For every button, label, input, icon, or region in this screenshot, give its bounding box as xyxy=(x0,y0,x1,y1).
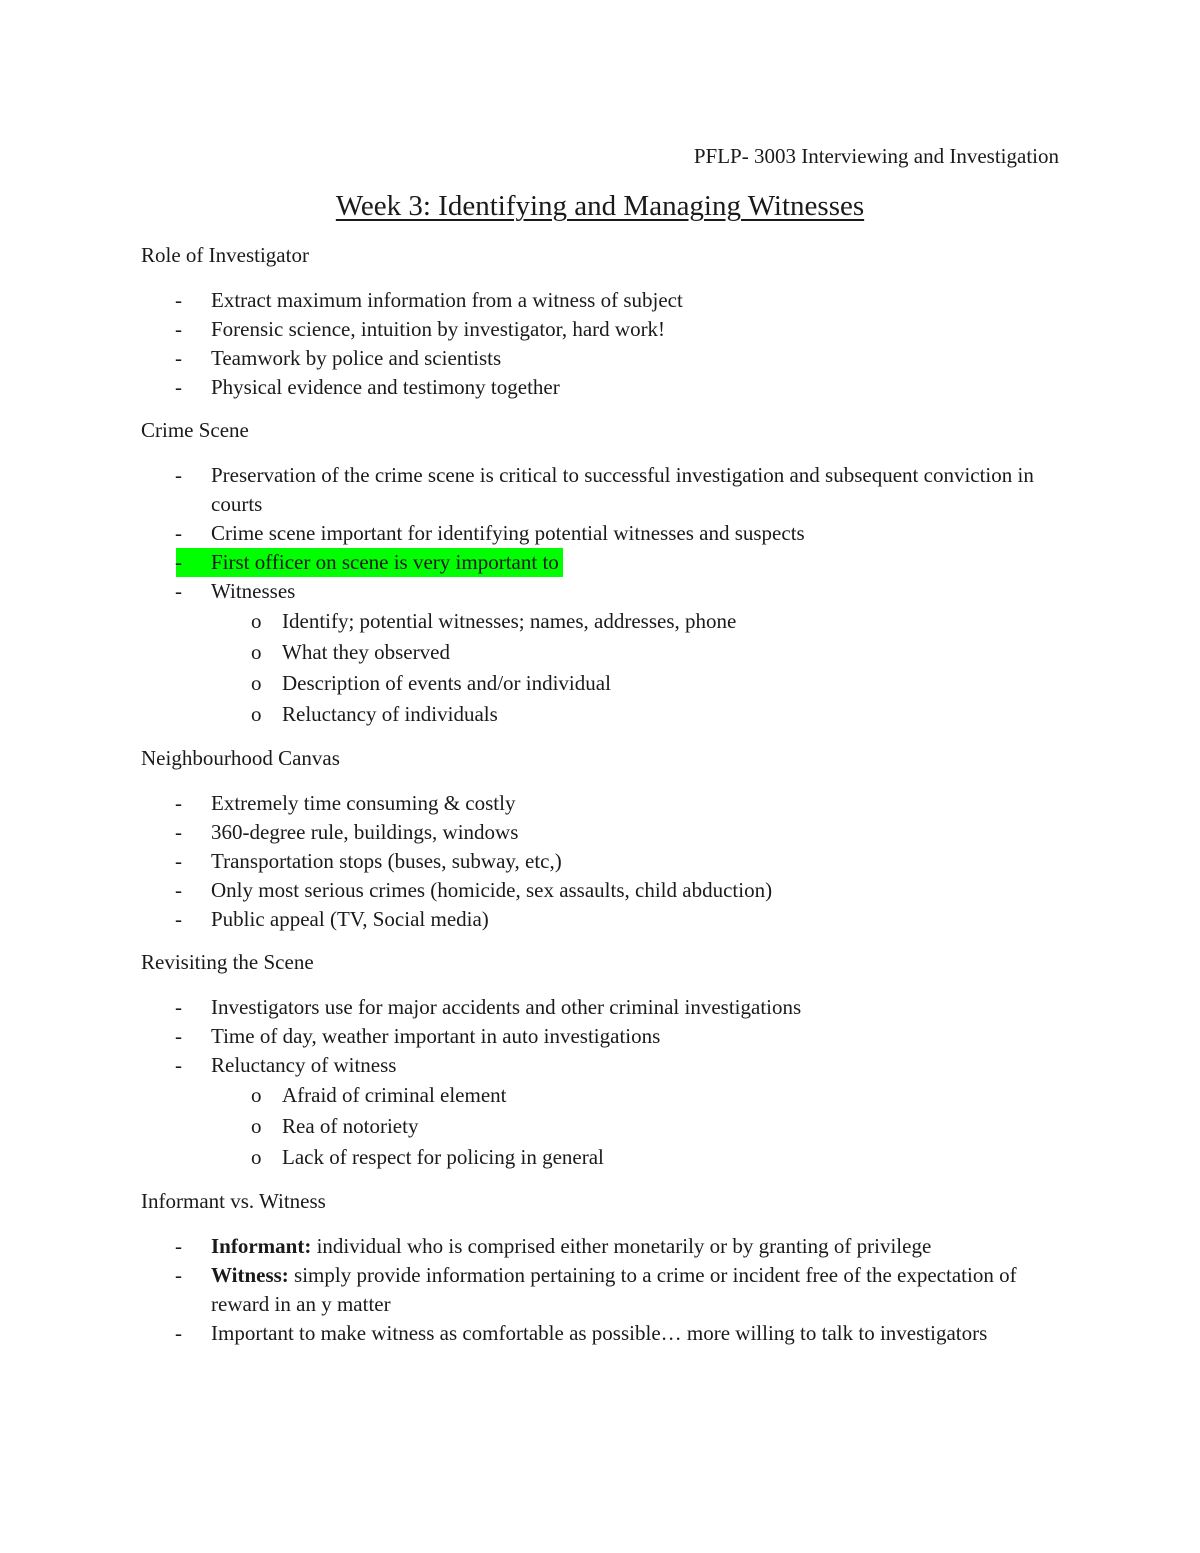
section-revisiting-the-scene xyxy=(141,948,1061,1173)
sub-list-item xyxy=(141,637,1061,668)
list-item xyxy=(141,818,1061,847)
dash-bullet: - xyxy=(175,288,182,312)
list-item-text: Physical evidence and testimony together xyxy=(211,375,560,399)
section-neighbourhood-canvas xyxy=(141,744,1061,934)
list-item-text: Witnesses xyxy=(211,579,296,603)
section-heading: Role of Investigator xyxy=(141,243,309,267)
list-item-text: Public appeal (TV, Social media) xyxy=(211,907,489,931)
dash-bullet: - xyxy=(175,346,182,370)
dash-bullet: - xyxy=(175,849,182,873)
list-item-text: Transportation stops (buses, subway, etc,) xyxy=(211,849,562,873)
sub-list-item-text: Lack of respect for policing in general xyxy=(282,1145,604,1169)
list-item xyxy=(141,847,1061,876)
list-item-text: Teamwork by police and scientists xyxy=(211,346,502,370)
list-item-text: Investigators use for major accidents and other criminal investigations xyxy=(211,995,802,1019)
list-item-text: Extremely time consuming & costly xyxy=(211,791,516,815)
circle-bullet: o xyxy=(251,1083,262,1107)
sub-list-item-text: Reluctancy of individuals xyxy=(282,702,498,726)
section-heading: Crime Scene xyxy=(141,418,249,442)
dash-bullet: - xyxy=(175,791,182,815)
highlighted-list-item xyxy=(176,548,563,577)
sub-bullet-list xyxy=(141,1080,1061,1173)
list-item xyxy=(141,373,1061,402)
sub-list-item-text: Description of events and/or individual xyxy=(282,671,611,695)
circle-bullet: o xyxy=(251,640,262,664)
document-body xyxy=(141,241,1061,1362)
dash-bullet: - xyxy=(175,907,182,931)
bullet-list xyxy=(141,461,1061,606)
term-witness: Witness: xyxy=(211,1263,289,1287)
sub-list-item xyxy=(141,1142,1061,1173)
list-item-text: Reluctancy of witness xyxy=(211,1053,397,1077)
dash-bullet: - xyxy=(175,1321,182,1345)
sub-list-item xyxy=(141,1080,1061,1111)
list-item xyxy=(141,519,1061,548)
section-informant-vs-witness xyxy=(141,1187,1061,1348)
dash-bullet: - xyxy=(175,521,182,545)
dash-bullet: - xyxy=(175,1234,182,1258)
dash-bullet: - xyxy=(175,550,182,574)
list-item-text: Crime scene important for identifying potential witnesses and suspects xyxy=(211,521,805,545)
dash-bullet: - xyxy=(175,317,182,341)
circle-bullet: o xyxy=(251,671,262,695)
dash-bullet: - xyxy=(175,1024,182,1048)
list-item xyxy=(141,905,1061,934)
list-item xyxy=(141,1319,1061,1348)
dash-bullet: - xyxy=(175,1053,182,1077)
bullet-list xyxy=(141,286,1061,402)
dash-bullet: - xyxy=(175,1263,182,1287)
dash-bullet: - xyxy=(175,463,182,487)
list-item xyxy=(141,1261,1061,1319)
circle-bullet: o xyxy=(251,1145,262,1169)
list-item xyxy=(141,876,1061,905)
list-item xyxy=(141,1051,1061,1080)
list-item-text: Preservation of the crime scene is critical to successful investigation and subsequent conviction in courts xyxy=(211,463,1034,516)
dash-bullet: - xyxy=(175,820,182,844)
sub-list-item-text: What they observed xyxy=(282,640,450,664)
list-item-text: Only most serious crimes (homicide, sex assaults, child abduction) xyxy=(211,878,773,902)
list-item xyxy=(141,286,1061,315)
list-item xyxy=(141,315,1061,344)
section-heading: Informant vs. Witness xyxy=(141,1189,326,1213)
section-heading: Revisiting the Scene xyxy=(141,950,314,974)
list-item xyxy=(141,344,1061,373)
sub-list-item-text: Afraid of criminal element xyxy=(282,1083,507,1107)
section-role-of-investigator xyxy=(141,241,1061,402)
sub-list-item xyxy=(141,1111,1061,1142)
sub-list-item-text: Rea of notoriety xyxy=(282,1114,419,1138)
list-item xyxy=(141,1022,1061,1051)
list-item-text: Extract maximum information from a witness of subject xyxy=(211,288,683,312)
section-crime-scene xyxy=(141,416,1061,730)
sub-bullet-list xyxy=(141,606,1061,730)
sub-list-item xyxy=(141,606,1061,637)
circle-bullet: o xyxy=(251,609,262,633)
bullet-list xyxy=(141,789,1061,934)
list-item-text: Time of day, weather important in auto investigations xyxy=(211,1024,661,1048)
dash-bullet: - xyxy=(175,995,182,1019)
dash-bullet: - xyxy=(175,375,182,399)
list-item xyxy=(141,577,1061,606)
circle-bullet: o xyxy=(251,1114,262,1138)
list-item xyxy=(141,461,1061,519)
dash-bullet: - xyxy=(175,579,182,603)
list-item xyxy=(141,1232,1061,1261)
list-item-text: Important to make witness as comfortable as possible… more willing to talk to investigators xyxy=(211,1321,988,1345)
sub-list-item xyxy=(141,699,1061,730)
bullet-list xyxy=(141,1232,1061,1348)
dash-bullet: - xyxy=(175,878,182,902)
list-item xyxy=(141,789,1061,818)
course-header: PFLP- 3003 Interviewing and Investigation xyxy=(693,144,1059,168)
list-item-text: 360-degree rule, buildings, windows xyxy=(211,820,519,844)
bullet-list xyxy=(141,993,1061,1080)
sub-list-item xyxy=(141,668,1061,699)
sub-list-item-text: Identify; potential witnesses; names, addresses, phone xyxy=(282,609,737,633)
section-heading: Neighbourhood Canvas xyxy=(141,746,340,770)
list-item-text: First officer on scene is very important to xyxy=(211,550,559,574)
list-item-text: Forensic science, intuition by investigator, hard work! xyxy=(211,317,666,341)
page-title: Week 3: Identifying and Managing Witnesses xyxy=(335,190,865,222)
list-item xyxy=(141,993,1061,1022)
definition-witness: simply provide information pertaining to a crime or incident free of the expectation of reward in an y matter xyxy=(211,1263,1017,1316)
term-informant: Informant: xyxy=(211,1234,312,1258)
circle-bullet: o xyxy=(251,702,262,726)
definition-informant: individual who is comprised either monetarily or by granting of privilege xyxy=(311,1234,932,1258)
